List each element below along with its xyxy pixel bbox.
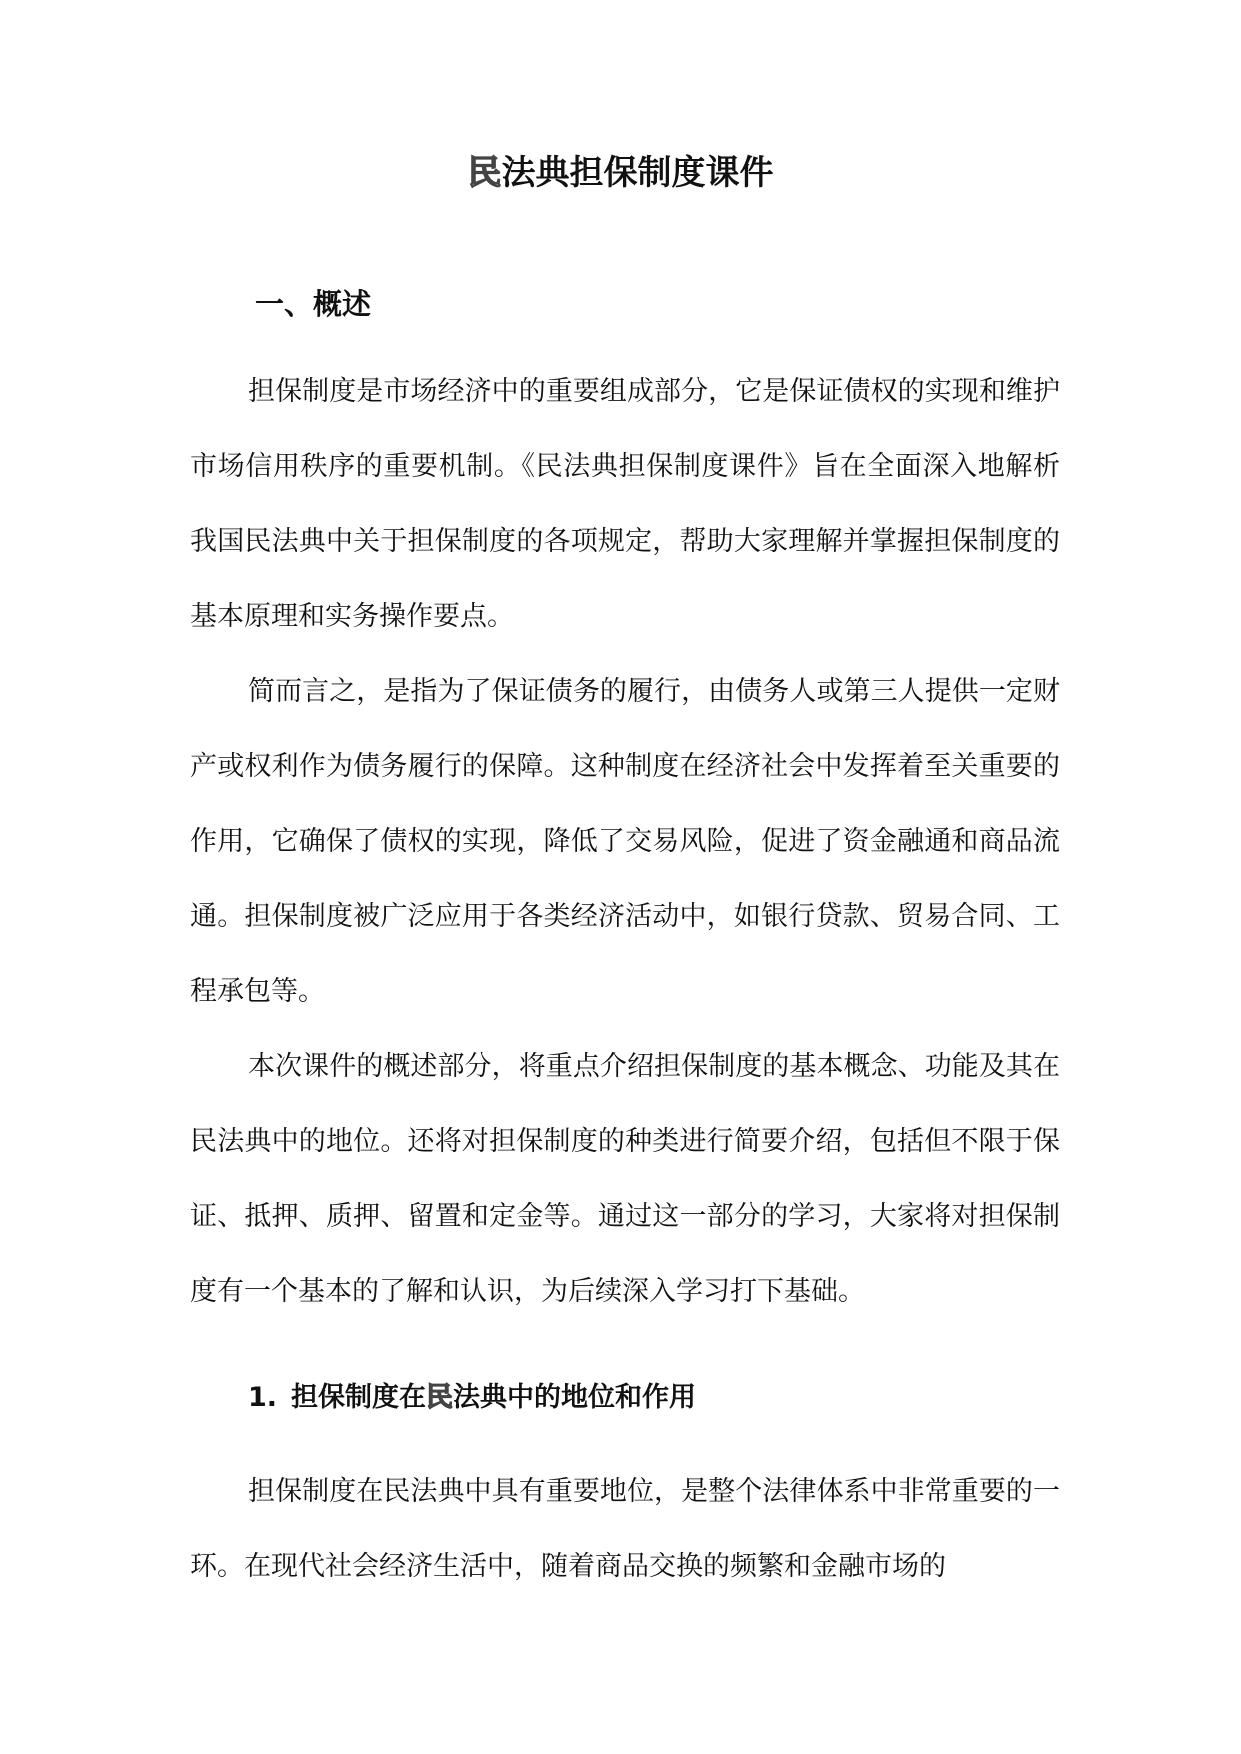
document-title (0, 148, 1241, 198)
title-outlined-char: 民 (467, 153, 502, 193)
paragraph-overview: 本次课件的概述部分，将重点介绍担保制度的基本概念、功能及其在民法典中的地位。还将对担保制度的种类进行简要介绍，包括但不限于保证、抵押、质押、留置和定金等。通过这一部分的学习，大家将对担保制度有一个基本的了解和认识，为后续深入学习打下基础。 (190, 1051, 1060, 1307)
paragraph-intro: 担保制度是市场经济中的重要组成部分，它是保证债权的实现和维护市场信用秩序的重要机制。《民法典担保制度课件》旨在全面深入地解析我国民法典中关于担保制度的各项规定，帮助大家理解并掌握担保制度的基本原理和实务操作要点。 (190, 376, 1060, 632)
paragraph-status: 担保制度在民法典中具有重要地位，是整个法律体系中非常重要的一环。在现代社会经济生活中，随着商品交换的频繁和金融市场的 (190, 1476, 1060, 1582)
subsection-text-after: 法典中的地位和作用 (453, 1382, 697, 1413)
subsection-text-before: 担保制度在 (291, 1382, 427, 1413)
paragraph-definition: 简而言之，是指为了保证债务的履行，由债务人或第三人提供一定财产或权利作为债务履行的保障。这种制度在经济社会中发挥着至关重要的作用，它确保了债权的实现，降低了交易风险，促进了资金融通和商品流通。担保制度被广泛应用于各类经济活动中，如银行贷款、贸易合同、工程承包等。 (190, 676, 1060, 1007)
subsection-outlined-char: 民 (426, 1382, 454, 1413)
section-heading: 一、概述 (255, 287, 372, 321)
subsection-number: 1. (248, 1382, 278, 1413)
subsection-heading (248, 1376, 696, 1420)
title-text: 法典担保制度课件 (501, 153, 774, 193)
